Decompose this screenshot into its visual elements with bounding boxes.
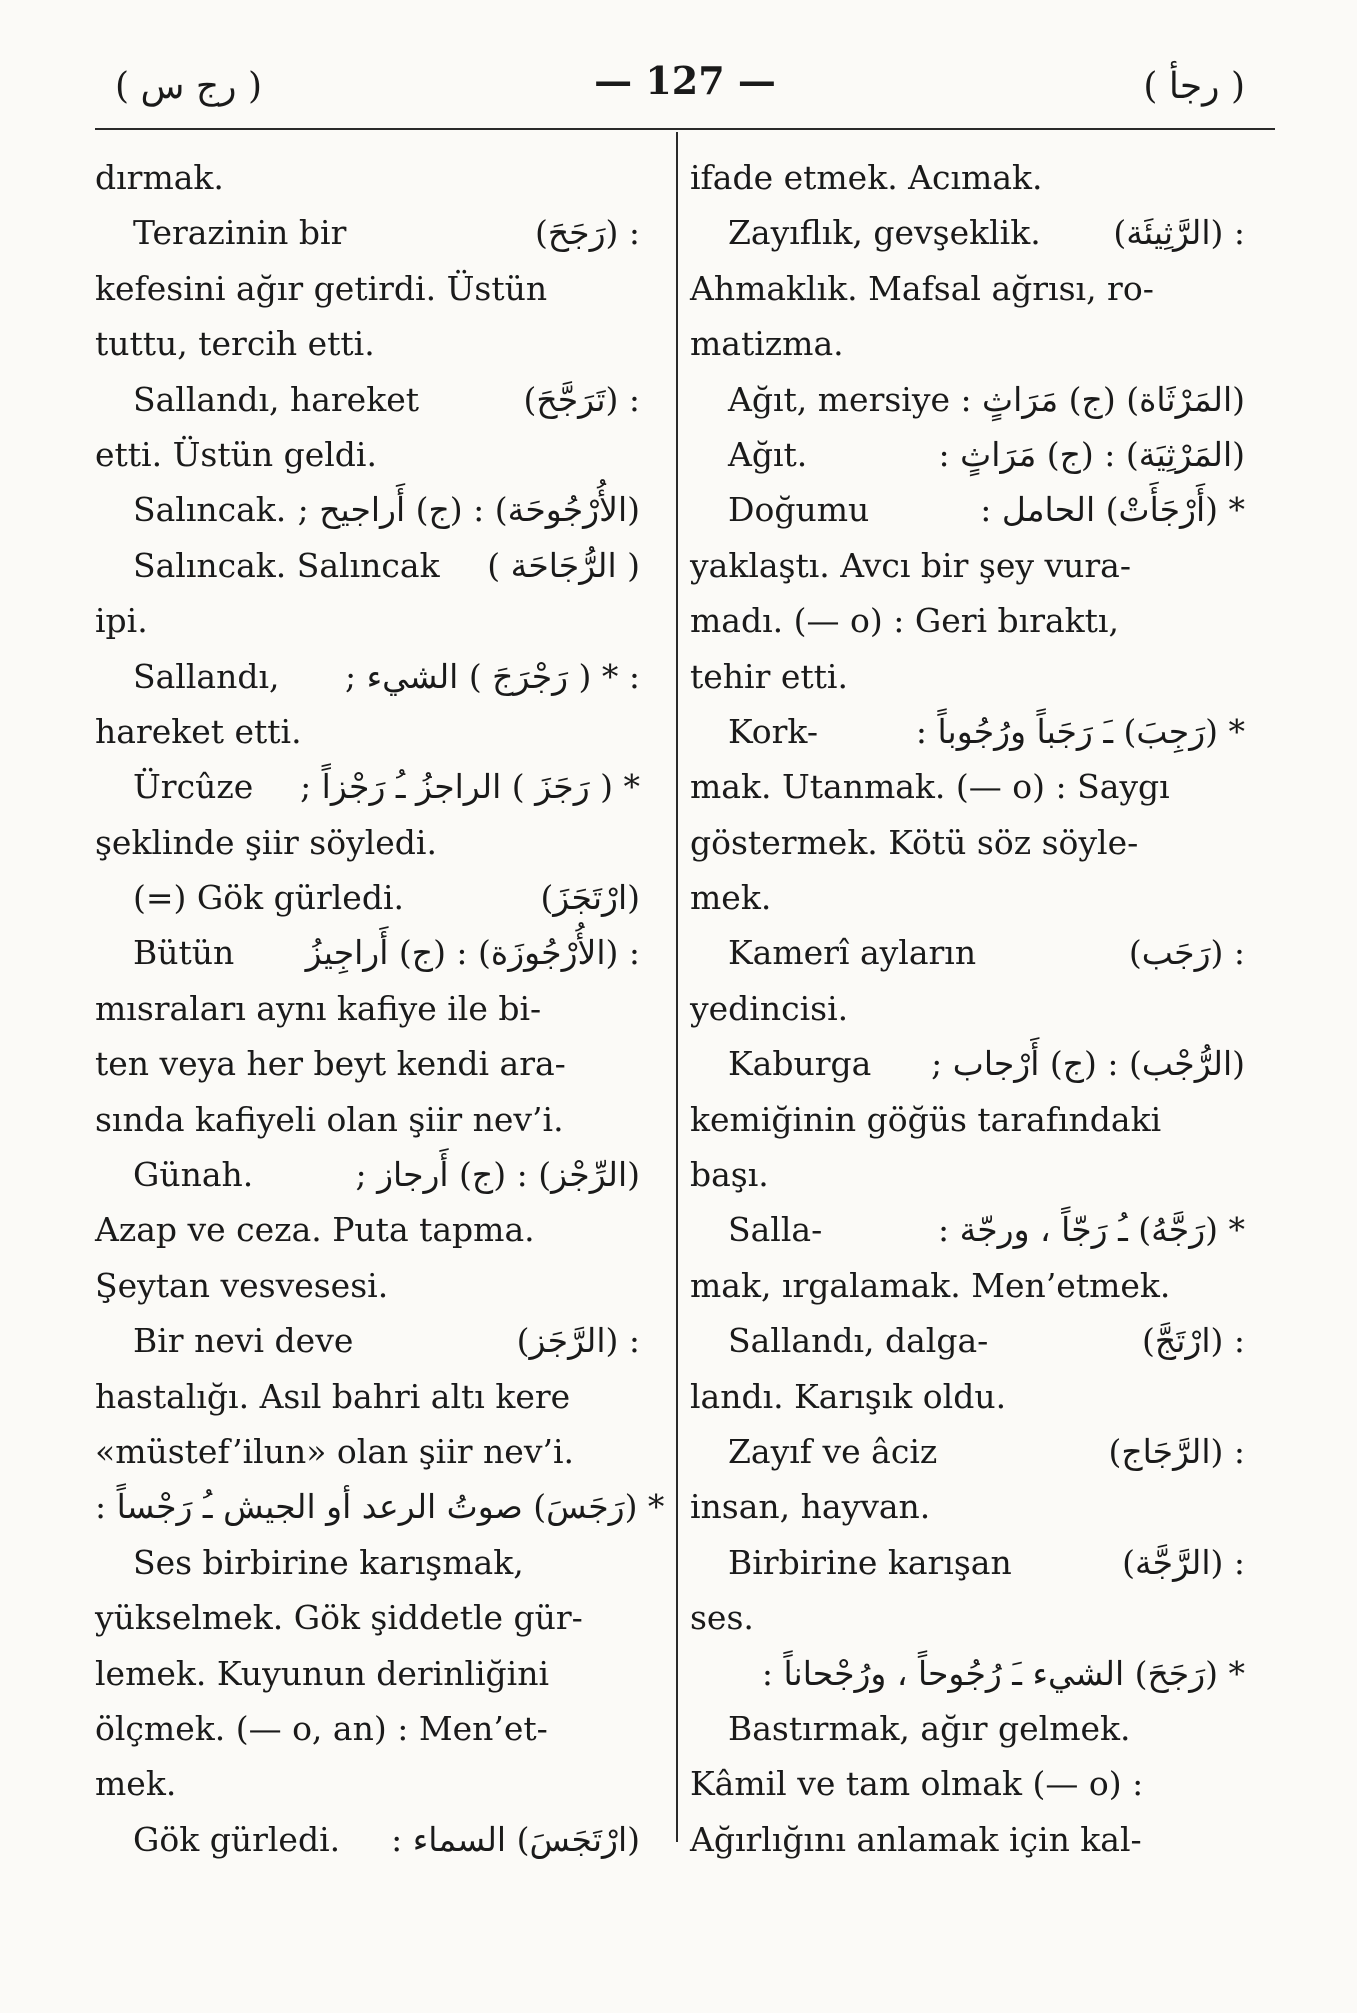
arabic-headword: : (تَرَجَّحَ) [523,379,640,419]
dictionary-line [690,1313,1245,1368]
line-text: yaklaştı. Avcı bir şey vura- [690,545,1131,585]
arabic-headword: (المَرْثِيَة) : (ج) مَرَاثٍ : [938,434,1245,474]
line-text: Kork- [728,711,818,751]
dictionary-line [690,538,1245,593]
arabic-headword: : (الأُرْجُوزَة) : (ج) أَراجِيزُ [305,933,640,973]
dictionary-line [690,1646,1245,1701]
dictionary-line [95,261,640,316]
dictionary-line [690,1202,1245,1257]
line-text: ses. [690,1598,754,1638]
dictionary-line [690,150,1245,205]
line-text: dırmak. [95,158,224,197]
arabic-headword: (ارْتَجَزَ) [540,878,640,918]
line-text: Zayıf ve âciz [728,1431,938,1471]
dictionary-line [690,1147,1245,1202]
dictionary-line [95,981,640,1036]
line-text: mısraları aynı kafiye ile bi- [95,988,542,1028]
dictionary-line [95,1258,640,1313]
header-rule [95,128,1275,130]
line-text: Salıncak. Salıncak [133,545,440,585]
line-text: Kamerî ayların [728,933,977,973]
dictionary-line [690,1036,1245,1091]
dictionary-line [690,1424,1245,1479]
left-column [95,150,665,1867]
dictionary-line [95,870,640,925]
line-text: Ağıt. [728,434,808,474]
dictionary-line [690,427,1245,482]
line-text: Azap ve ceza. Puta tapma. [95,1210,535,1250]
dictionary-line [95,372,640,427]
line-text: göstermek. Kötü söz söyle- [690,822,1139,862]
dictionary-line [95,1812,640,1867]
line-text: Terazinin bir [133,213,347,253]
line-text: Ahmaklık. Mafsal ağrısı, ro- [690,268,1154,308]
line-text: başı. [690,1155,769,1195]
arabic-headword: * (أَرْجَأَتْ) الحامل : [980,490,1245,530]
line-text: Ağırlığını anlamak için kal- [690,1819,1142,1859]
arabic-headword: : * ( رَجْرَجَ ) الشيء ; [345,656,640,696]
line-text: mak, ırgalamak. Men’etmek. [690,1265,1171,1305]
right-column [690,150,1245,1867]
dictionary-line [690,870,1245,925]
arabic-headword: ( الرُّجَاحَة ) [487,545,640,585]
line-text: tuttu, tercih etti. [95,324,375,364]
dictionary-line [95,759,640,814]
dictionary-line [690,372,1245,427]
line-text: hastalığı. Asıl bahri altı kere [95,1376,571,1416]
line-text: Sallandı, dalga- [728,1321,989,1361]
dictionary-line [95,925,640,980]
arabic-headword: : (رَجَب) [1128,933,1245,973]
line-text: kefesini ağır getirdi. Üstün [95,268,548,308]
line-text: Zayıflık, gevşeklik. [728,213,1041,253]
arabic-headword: : (الرَّجَز) [516,1321,640,1361]
dictionary-line [95,1424,640,1479]
dictionary-line [95,427,640,482]
dictionary-line [95,150,640,205]
dictionary-line [95,1535,640,1590]
header-right-guide-word: ( رجأ ) [1143,66,1245,107]
dictionary-line [95,1147,640,1202]
arabic-headword: (الأُرْجُوحَة) : (ج) أَراجيح ; [297,490,640,530]
arabic-headword: : (الرَّجَاج) [1108,1431,1245,1471]
line-text: tehir etti. [690,656,848,696]
dictionary-line [690,815,1245,870]
line-text: etti. Üstün geldi. [95,434,377,474]
line-text: ölçmek. (— o, an) : Men’et- [95,1708,548,1748]
dictionary-line [690,205,1245,260]
arabic-headword: : (رَجَحَ) [535,213,640,253]
arabic-headword: (الرُّجْب) : (ج) أَرْجاب ; [931,1044,1245,1084]
dictionary-line [690,1369,1245,1424]
dictionary-line [95,649,640,704]
line-text: insan, hayvan. [690,1487,931,1527]
line-text: Kaburga [728,1044,872,1084]
arabic-headword: * (رَجَحَ) الشيء ـَ رُجُوحاً ، ورُجْحاناً : [761,1653,1245,1693]
dictionary-line [690,482,1245,537]
line-text: Ağıt, mersiye [728,379,951,419]
line-text: Salla- [728,1210,823,1250]
line-text: Bir nevi deve [133,1321,354,1361]
dictionary-line [95,593,640,648]
line-text: Ürcûze [133,767,254,807]
line-text: mak. Utanmak. (— o) : Saygı [690,767,1170,807]
line-text: Salıncak. [133,490,287,530]
arabic-headword: (الرِّجْز) : (ج) أَرجاز ; [355,1155,640,1195]
line-text: landı. Karışık oldu. [690,1376,1007,1416]
dictionary-line [690,261,1245,316]
line-text: Bütün [133,933,235,973]
arabic-headword: (ارْتَجَسَ) السماء : [391,1819,640,1859]
line-text: ten veya her beyt kendi ara- [95,1044,566,1084]
line-text: Doğumu [728,490,870,530]
line-text: kemiğinin göğüs tarafındaki [690,1099,1162,1139]
dictionary-line [690,1590,1245,1645]
line-text: (=) Gök gürledi. [133,878,405,918]
line-text: sında kafiyeli olan şiir nev’i. [95,1099,564,1139]
line-text: yükselmek. Gök şiddetle gür- [95,1598,583,1638]
arabic-headword: * (رَجَّهُ) ـُ رَجّاً ، ورجّة : [937,1210,1245,1250]
line-text: Sallandı, hareket [133,379,419,419]
dictionary-line [95,1036,640,1091]
dictionary-line [95,1590,640,1645]
line-text: ifade etmek. Acımak. [690,158,1043,197]
line-text: «müstef’ilun» olan şiir nev’i. [95,1431,574,1471]
dictionary-line [95,1756,640,1811]
dictionary-line [95,1646,640,1701]
line-text: lemek. Kuyunun derinliğini [95,1653,550,1693]
dictionary-line [690,1479,1245,1534]
dictionary-line [690,1535,1245,1590]
line-text: hareket etti. [95,711,302,751]
line-text: matizma. [690,324,844,364]
arabic-headword: * (رَجَسَ) صوتُ الرعد أو الجيش ـُ رَجْساً : [95,1487,665,1527]
dictionary-line [95,815,640,870]
arabic-headword: : (ارْتَجَّ) [1142,1321,1245,1361]
dictionary-line [95,1202,640,1257]
dictionary-line [95,538,640,593]
dictionary-line [690,1701,1245,1756]
dictionary-line [690,316,1245,371]
dictionary-line [95,1701,640,1756]
dictionary-line [95,482,640,537]
line-text: mek. [95,1764,177,1804]
line-text: Kâmil ve tam olmak (— o) : [690,1764,1144,1804]
dictionary-line [690,1092,1245,1147]
arabic-headword: : (الرَّثِيئَة) [1113,213,1245,253]
line-text: Bastırmak, ağır gelmek. [728,1708,1131,1748]
header-left-guide-word: ( رج س ) [115,66,263,107]
line-text: şeklinde şiir söyledi. [95,822,437,862]
dictionary-line [690,981,1245,1036]
line-text: Günah. [133,1155,254,1195]
dictionary-line [95,1369,640,1424]
line-text: Birbirine karışan [728,1542,1012,1582]
page-number: — 127 — [594,58,776,103]
line-text: Ses birbirine karışmak, [133,1542,524,1582]
arabic-headword: * (رَجِبَ) ـَ رَجَباً ورُجُوباً : [915,711,1245,751]
dictionary-line [95,316,640,371]
dictionary-line [95,1479,665,1534]
dictionary-line [95,1092,640,1147]
line-text: Şeytan vesvesesi. [95,1265,389,1305]
dictionary-line [690,925,1245,980]
column-divider [676,132,678,1842]
dictionary-line [690,593,1245,648]
dictionary-line [690,704,1245,759]
dictionary-line [690,1258,1245,1313]
page-header [95,58,1275,118]
dictionary-line [95,1313,640,1368]
dictionary-line [95,205,640,260]
dictionary-line [690,759,1245,814]
line-text: mek. [690,878,772,918]
dictionary-line [95,704,640,759]
dictionary-line [690,1756,1245,1811]
dictionary-line [690,649,1245,704]
line-text: madı. (— o) : Geri bıraktı, [690,601,1119,641]
dictionary-line [690,1812,1245,1867]
line-text: Gök gürledi. [133,1819,341,1859]
arabic-headword: * ( رَجَزَ ) الراجزُ ـُ رَجْزاً ; [300,767,640,807]
line-text: ipi. [95,601,148,641]
line-text: yedincisi. [690,988,849,1028]
arabic-headword: (المَرْثَاة) (ج) مَرَاثٍ : [960,379,1245,419]
arabic-headword: : (الرَّجَّة) [1122,1542,1245,1582]
line-text: Sallandı, [133,656,280,696]
